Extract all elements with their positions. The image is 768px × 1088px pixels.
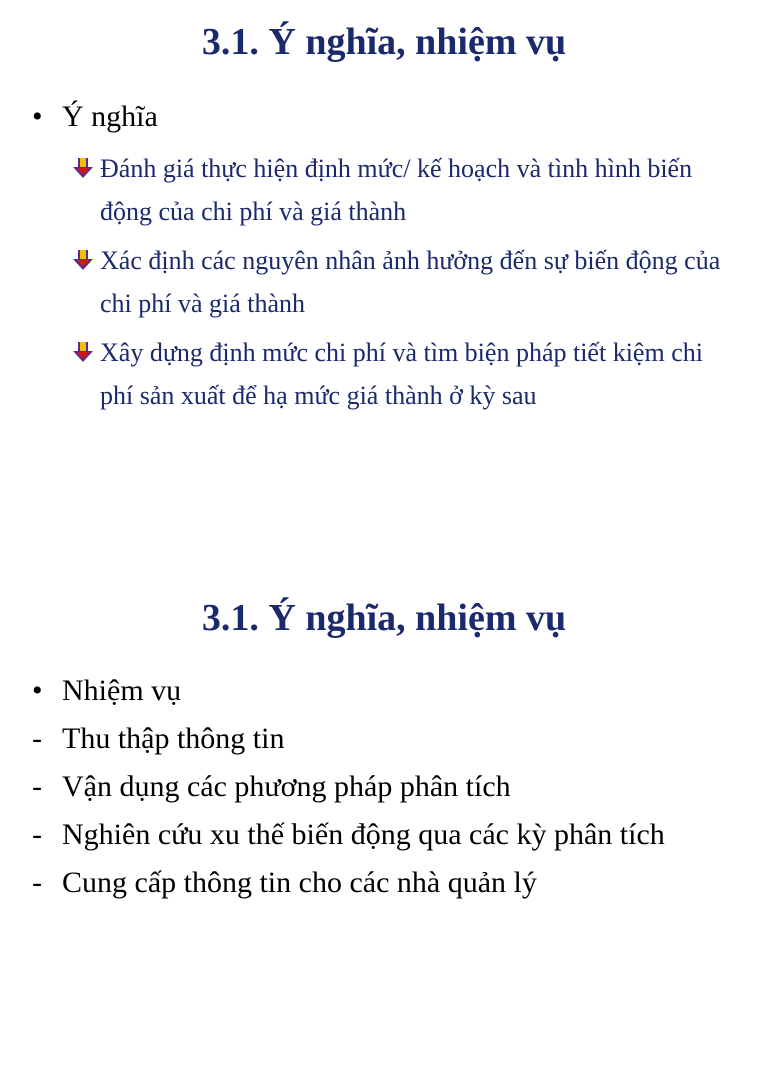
dash-marker: - — [32, 722, 42, 755]
sub-item-text: Xác định các nguyên nhân ảnh hưởng đến sự biến động của chi phí và giá thành — [100, 246, 721, 318]
task-text: Thu thập thông tin — [62, 722, 285, 755]
slide-2 — [0, 576, 768, 1088]
slide-1-title: 3.1. Ý nghĩa, nhiệm vụ — [201, 21, 567, 63]
dash-marker: - — [32, 866, 42, 899]
task-text: Nghiên cứu xu thế biến động qua các kỳ phân tích — [62, 818, 665, 851]
dash-marker: - — [32, 818, 42, 851]
list-item — [32, 671, 732, 711]
task-text: Nhiệm vụ — [62, 674, 182, 707]
list-item — [72, 331, 742, 417]
bullet-marker: • — [32, 674, 43, 707]
list-item — [32, 719, 732, 759]
list-item — [72, 239, 742, 325]
list-item — [32, 767, 732, 807]
down-arrow-bullet-icon — [72, 331, 100, 374]
list-item — [32, 815, 732, 855]
down-arrow-bullet-icon — [72, 239, 100, 282]
task-text: Vận dụng các phương pháp phân tích — [62, 770, 511, 803]
task-text: Cung cấp thông tin cho các nhà quản lý — [62, 866, 537, 899]
meaning-sub-list — [72, 147, 742, 423]
slide-1 — [0, 0, 768, 512]
slide-1-bullet — [32, 98, 158, 136]
down-arrow-bullet-icon — [72, 147, 100, 190]
slide-2-title: 3.1. Ý nghĩa, nhiệm vụ — [201, 597, 567, 639]
sub-item-text: Xây dựng định mức chi phí và tìm biện pháp tiết kiệm chi phí sản xuất để hạ mức giá thành ở kỳ sau — [100, 338, 703, 410]
dash-marker: - — [32, 770, 42, 803]
list-item — [32, 863, 732, 903]
task-list — [32, 671, 732, 911]
sub-item-text: Đánh giá thực hiện định mức/ kế hoạch và tình hình biến động của chi phí và giá thành — [100, 154, 693, 226]
bullet-text: Ý nghĩa — [62, 100, 158, 133]
list-item — [72, 147, 742, 233]
bullet-marker: • — [32, 100, 43, 133]
